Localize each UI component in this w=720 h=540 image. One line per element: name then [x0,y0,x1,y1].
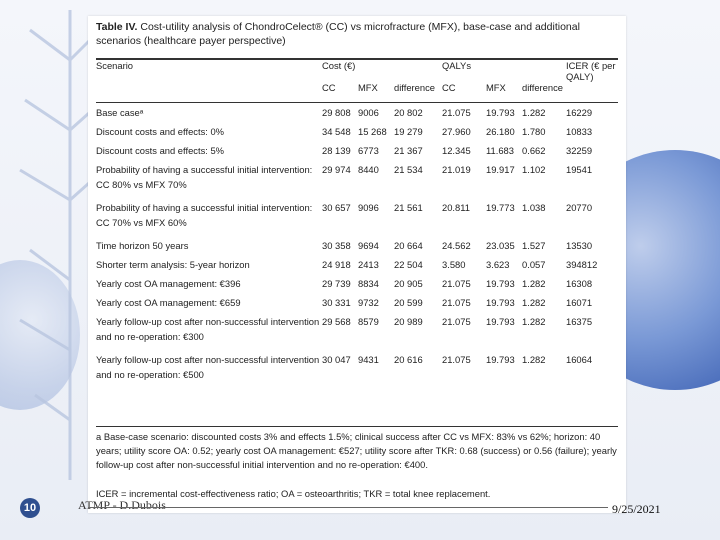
cell-cost-cc: 30 358 [322,240,351,251]
cell-q-diff: 1.527 [522,240,546,251]
cell-q-cc: 21.019 [442,164,471,175]
table-row [96,197,618,235]
cell-q-cc: 27.960 [442,126,471,137]
cell-q-cc: 21.075 [442,107,471,118]
cell-q-diff: 1.282 [522,354,546,365]
cell-icer: 16229 [566,107,593,118]
cell-q-diff: 1.282 [522,107,546,118]
table-caption [96,20,616,48]
cell-cost-diff: 22 504 [394,259,423,270]
footer-divider [88,507,608,508]
cell-icer: 19541 [566,164,593,175]
header-cost-difference: difference [394,82,436,93]
cell-scenario: Yearly cost OA management: €396 [96,278,241,289]
footer-author: ATMP - D.Dubois [78,498,166,512]
cell-q-diff: 0.057 [522,259,546,270]
cell-cost-cc: 34 548 [322,126,351,137]
cell-q-mfx: 19.793 [486,278,515,289]
cell-cost-cc: 24 918 [322,259,351,270]
cell-icer: 10833 [566,126,593,137]
cell-q-mfx: 11.683 [486,145,514,156]
cell-q-cc: 21.075 [442,354,471,365]
cell-q-mfx: 19.793 [486,316,515,327]
table-row [96,235,618,254]
cell-cost-cc: 28 139 [322,145,351,156]
cell-q-mfx: 19.793 [486,107,515,118]
cell-q-diff: 1.038 [522,202,546,213]
table-row [96,292,618,311]
cell-q-cc: 20.811 [442,202,470,213]
cell-cost-diff: 19 279 [394,126,423,137]
cell-q-cc: 21.075 [442,278,471,289]
header-cost-mfx: MFX [358,82,378,93]
cell-cost-cc: 30 331 [322,297,351,308]
cell-scenario: Base caseᵃ [96,107,144,118]
header-qaly-mfx: MFX [486,82,506,93]
cell-q-diff: 1.282 [522,316,546,327]
table-row [96,311,618,349]
header-qalys: QALYs [442,60,472,71]
table-row [96,121,618,140]
cell-q-diff: 1.282 [522,297,546,308]
cell-cost-cc: 29 568 [322,316,351,327]
header-qaly-difference: difference [522,82,564,93]
cell-cost-mfx: 9694 [358,240,379,251]
cell-icer: 16064 [566,354,593,365]
cell-cost-diff: 20 616 [394,354,423,365]
cell-q-mfx: 19.793 [486,297,515,308]
cell-q-mfx: 19.793 [486,354,515,365]
table-row [96,273,618,292]
table-row [96,254,618,273]
cell-q-cc: 21.075 [442,297,471,308]
cell-cost-cc: 29 739 [322,278,351,289]
cell-cost-diff: 20 802 [394,107,423,118]
cell-cost-diff: 21 367 [394,145,423,156]
cell-cost-mfx: 9006 [358,107,379,118]
cell-q-diff: 0.662 [522,145,546,156]
cell-scenario: Time horizon 50 years [96,240,189,251]
cell-cost-mfx: 8440 [358,164,379,175]
table-image [88,16,626,513]
cost-utility-table [96,60,618,387]
cell-cost-mfx: 9431 [358,354,379,365]
cell-icer: 394812 [566,259,598,270]
table-caption-label: Table IV. [96,21,138,33]
header-cost: Cost (€) [322,60,356,71]
table-row [96,349,618,387]
table-abbreviations: ICER = incremental cost-effectiveness ratio; OA = osteoarthritis; TKR = total knee replacement. [96,488,491,499]
cell-icer: 16071 [566,297,593,308]
cell-cost-mfx: 2413 [358,259,379,270]
cell-cost-mfx: 8834 [358,278,379,289]
cell-q-cc: 12.345 [442,145,471,156]
table-bottom-rule [96,426,618,427]
table-footnote: a Base-case scenario: discounted costs 3% and effects 1.5%; clinical success after CC vs MFX: 83% vs 62%; horizon: 40 years; utility score OA: 0.52; yearly cost OA management: €527; utility score after TKR: 0.68 (success) or 0.56 (failure); yearly follow-up cost after non-successful initial intervention and no re-operation: €400. [96,431,617,470]
cell-icer: 16308 [566,278,593,289]
header-scenario: Scenario [96,60,134,71]
cell-q-diff: 1.282 [522,278,546,289]
cell-scenario: Yearly follow-up cost after non-successful intervention and no re-operation: €300 [96,316,320,342]
cell-cost-cc: 29 974 [322,164,351,175]
header-cost-cc: CC [322,82,336,93]
cell-q-cc: 24.562 [442,240,471,251]
cell-cost-diff: 21 534 [394,164,423,175]
cell-scenario: Probability of having a successful initial intervention: CC 80% vs MFX 70% [96,164,313,190]
cell-q-diff: 1.780 [522,126,546,137]
cell-q-cc: 3.580 [442,259,466,270]
cell-scenario: Probability of having a successful initial intervention: CC 70% vs MFX 60% [96,202,313,228]
footer-date: 9/25/2021 [612,502,661,516]
cell-cost-diff: 20 664 [394,240,423,251]
table-row [96,159,618,197]
header-icer: ICER (€ per QALY) [566,60,616,82]
cell-cost-mfx: 9096 [358,202,379,213]
cell-q-mfx: 19.917 [486,164,515,175]
cell-cost-diff: 20 905 [394,278,423,289]
cell-scenario: Discount costs and effects: 0% [96,126,225,137]
cell-icer: 13530 [566,240,593,251]
cell-q-mfx: 23.035 [486,240,515,251]
header-qaly-cc: CC [442,82,456,93]
slide-number: 10 [20,498,40,518]
cell-scenario: Yearly cost OA management: €659 [96,297,241,308]
cell-cost-mfx: 9732 [358,297,379,308]
cell-scenario: Shorter term analysis: 5-year horizon [96,259,250,270]
cell-icer: 20770 [566,202,593,213]
cell-scenario: Yearly follow-up cost after non-successful intervention and no re-operation: €500 [96,354,320,380]
cell-cost-cc: 30 657 [322,202,351,213]
cell-cost-mfx: 15 268 [358,126,387,137]
cell-cost-diff: 20 989 [394,316,423,327]
cell-cost-mfx: 6773 [358,145,379,156]
table-caption-text: Cost-utility analysis of ChondroCelect® (CC) vs microfracture (MFX), base-case and additional scenarios (healthcare payer perspective) [96,21,580,47]
cell-cost-cc: 30 047 [322,354,351,365]
cell-cost-cc: 29 808 [322,107,351,118]
cell-q-mfx: 3.623 [486,259,510,270]
cell-icer: 16375 [566,316,593,327]
cell-cost-mfx: 8579 [358,316,379,327]
cell-icer: 32259 [566,145,593,156]
table-row [96,102,618,121]
cell-cost-diff: 20 599 [394,297,423,308]
table-row [96,140,618,159]
cell-q-cc: 21.075 [442,316,471,327]
cell-cost-diff: 21 561 [394,202,423,213]
cell-q-mfx: 26.180 [486,126,515,137]
cell-q-diff: 1.102 [522,164,546,175]
cell-scenario: Discount costs and effects: 5% [96,145,225,156]
cell-q-mfx: 19.773 [486,202,515,213]
decorative-tree-graphic [0,0,100,500]
